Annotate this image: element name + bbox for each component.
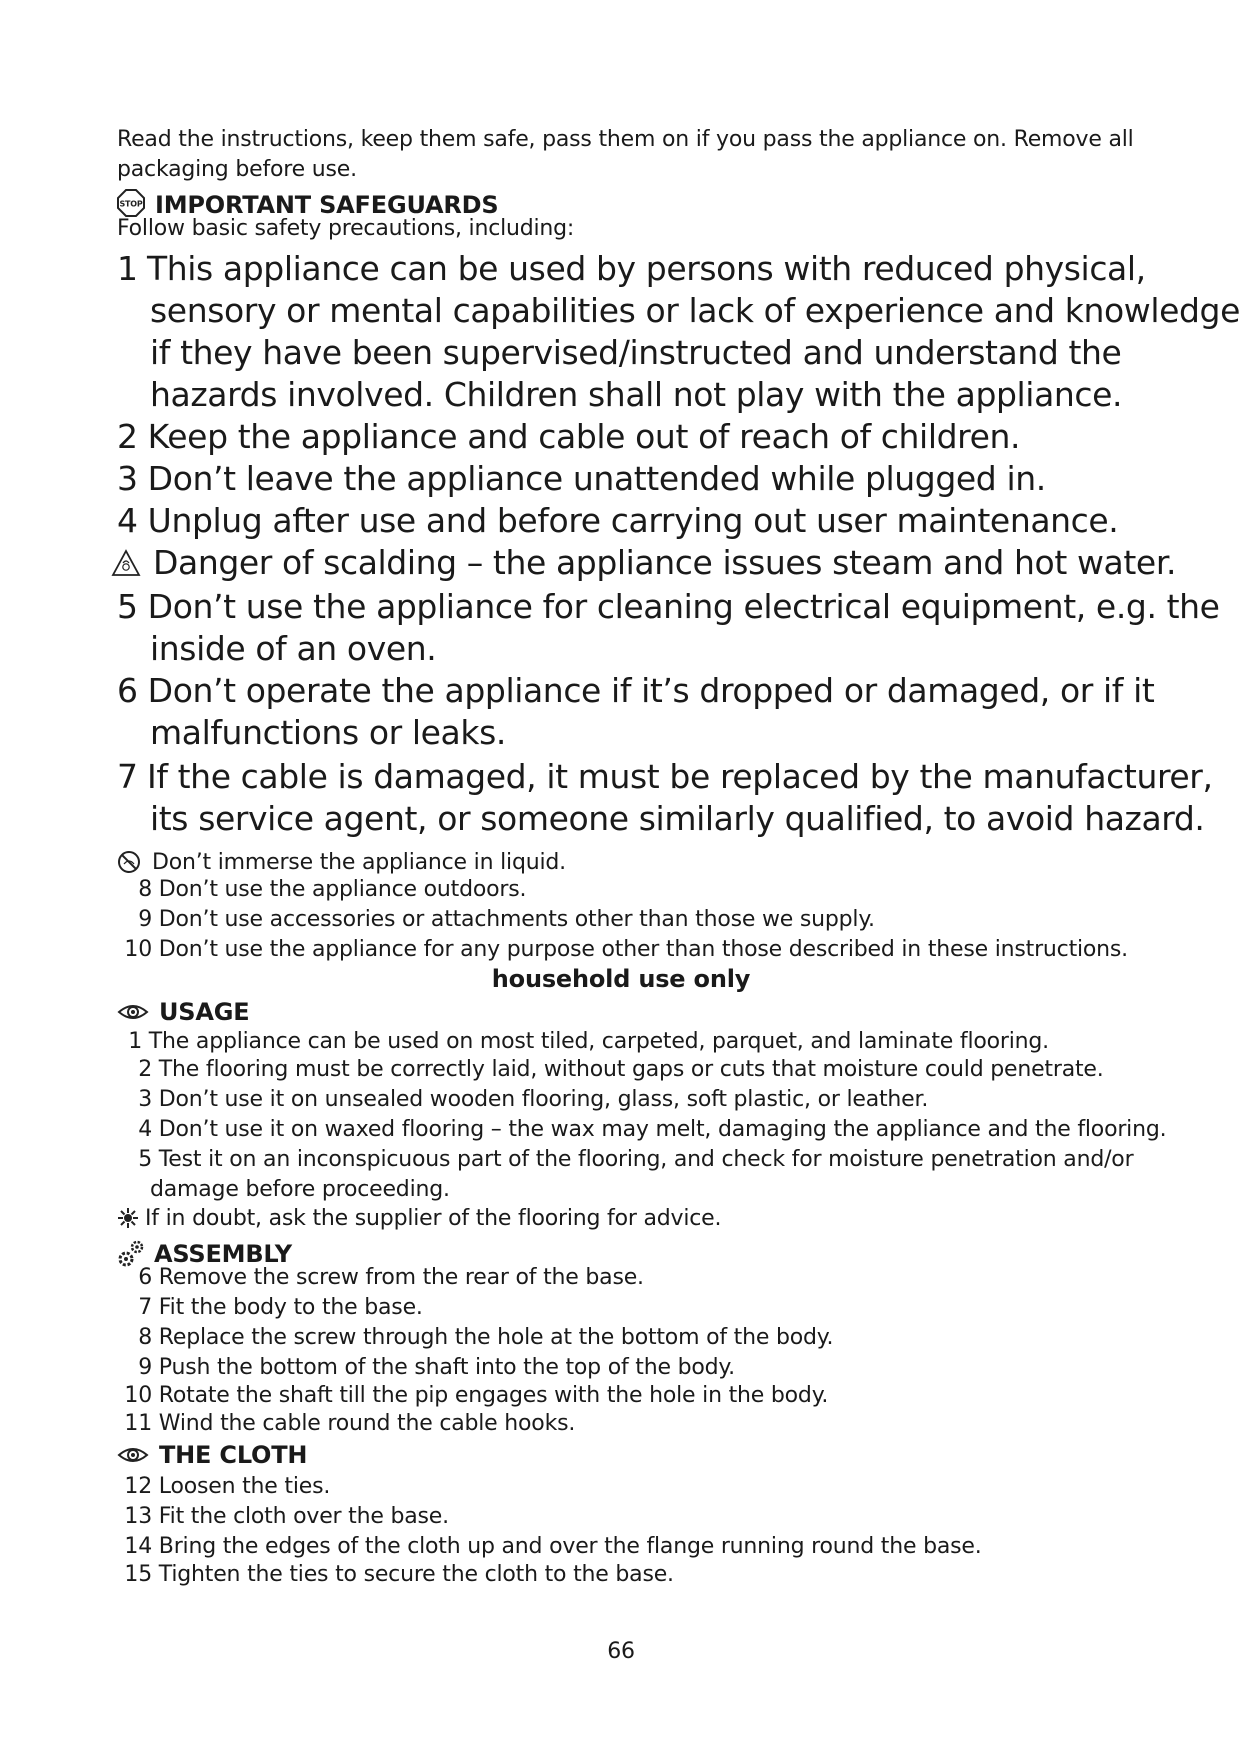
safeguards-title: IMPORTANT SAFEGUARDS xyxy=(155,191,499,219)
usage-item-5: 5 Test it on an inconspicuous part of the flooring, and check for moisture penetration and/or xyxy=(138,1147,1134,1172)
intro-line-1: Read the instructions, keep them safe, pass them on if you pass the appliance on. Remove all xyxy=(117,127,1134,152)
manual-page xyxy=(117,0,1241,1754)
item-number: 7 xyxy=(117,757,138,796)
stop-sign-icon xyxy=(117,189,145,217)
usage-item-3: 3 Don’t use it on unsealed wooden flooring, glass, soft plastic, or leather. xyxy=(138,1087,929,1112)
assembly-item-8: 8 Replace the screw through the hole at the bottom of the body. xyxy=(138,1325,834,1350)
safeguard-item-5-line-1: 5 Don’t use the appliance for cleaning electrical equipment, e.g. the xyxy=(117,587,1220,626)
danger-text: Danger of scalding – the appliance issues steam and hot water. xyxy=(153,543,1177,582)
safeguard-item-1-line-1: 1 This appliance can be used by persons with reduced physical, xyxy=(117,249,1146,288)
immerse-warning xyxy=(117,845,566,878)
assembly-title: ASSEMBLY xyxy=(154,1240,292,1268)
usage-tip-text: If in doubt, ask the supplier of the flooring for advice. xyxy=(145,1206,722,1231)
safeguard-item-9: 9 Don’t use accessories or attachments other than those we supply. xyxy=(138,907,875,932)
intro-line-2: packaging before use. xyxy=(117,157,357,182)
usage-tip xyxy=(117,1203,721,1234)
safeguard-item-7-line-2: its service agent, or someone similarly qualified, to avoid hazard. xyxy=(150,799,1205,838)
usage-item-5-cont: damage before proceeding. xyxy=(150,1177,450,1202)
page-number: 66 xyxy=(607,1639,635,1664)
sun-burst-icon xyxy=(117,1207,139,1229)
eye-icon xyxy=(117,1002,149,1022)
cloth-item-14: 14 Bring the edges of the cloth up and over the flange running round the base. xyxy=(124,1534,982,1559)
usage-item-2: 2 The flooring must be correctly laid, without gaps or cuts that moisture could penetrate. xyxy=(138,1057,1104,1082)
item-number: 1 xyxy=(117,249,138,288)
safeguard-item-1-line-4: hazards involved. Children shall not play with the appliance. xyxy=(150,375,1123,414)
safeguard-item-3: 3 Don’t leave the appliance unattended while plugged in. xyxy=(117,459,1046,498)
safeguards-subtitle: Follow basic safety precautions, including: xyxy=(117,216,575,241)
safeguard-item-1-line-2: sensory or mental capabilities or lack of experience and knowledge xyxy=(150,291,1241,330)
safeguard-item-6-line-2: malfunctions or leaks. xyxy=(150,713,506,752)
no-immerse-icon xyxy=(117,850,141,874)
assembly-item-10: 10 Rotate the shaft till the pip engages with the hole in the body. xyxy=(124,1383,829,1408)
immerse-text: Don’t immerse the appliance in liquid. xyxy=(152,850,566,875)
safeguard-item-2: 2 Keep the appliance and cable out of reach of children. xyxy=(117,417,1021,456)
cloth-heading xyxy=(117,1439,307,1471)
assembly-item-11: 11 Wind the cable round the cable hooks. xyxy=(124,1411,576,1436)
household-use-only: household use only xyxy=(491,965,751,993)
cloth-title: THE CLOTH xyxy=(159,1441,308,1469)
assembly-item-7: 7 Fit the body to the base. xyxy=(138,1295,423,1320)
cloth-item-13: 13 Fit the cloth over the base. xyxy=(124,1504,449,1529)
danger-warning xyxy=(111,542,1176,584)
safeguard-item-7-line-1: 7 If the cable is damaged, it must be replaced by the manufacturer, xyxy=(117,757,1213,796)
safeguard-item-1-line-3: if they have been supervised/instructed and understand the xyxy=(150,333,1122,372)
safeguard-item-6-line-1: 6 Don’t operate the appliance if it’s dropped or damaged, or if it xyxy=(117,671,1155,710)
safeguard-item-8: 8 Don’t use the appliance outdoors. xyxy=(138,877,527,902)
safeguard-item-10: 10 Don’t use the appliance for any purpose other than those described in these instructions. xyxy=(124,937,1128,962)
svg-text:STOP: STOP xyxy=(119,199,143,209)
cloth-item-15: 15 Tighten the ties to secure the cloth to the base. xyxy=(124,1562,674,1587)
warning-triangle-icon xyxy=(111,549,141,577)
usage-heading xyxy=(117,996,249,1028)
cloth-item-12: 12 Loosen the ties. xyxy=(124,1474,331,1499)
eye-icon xyxy=(117,1445,149,1465)
usage-item-1: 1 The appliance can be used on most tiled, carpeted, parquet, and laminate flooring. xyxy=(128,1029,1049,1054)
assembly-item-9: 9 Push the bottom of the shaft into the top of the body. xyxy=(138,1355,735,1380)
usage-item-4: 4 Don’t use it on waxed flooring – the wax may melt, damaging the appliance and the flooring. xyxy=(138,1117,1167,1142)
safeguard-item-5-line-2: inside of an oven. xyxy=(150,629,437,668)
assembly-item-6: 6 Remove the screw from the rear of the base. xyxy=(138,1265,644,1290)
usage-title: USAGE xyxy=(159,998,250,1026)
safeguard-item-4: 4 Unplug after use and before carrying out user maintenance. xyxy=(117,501,1119,540)
